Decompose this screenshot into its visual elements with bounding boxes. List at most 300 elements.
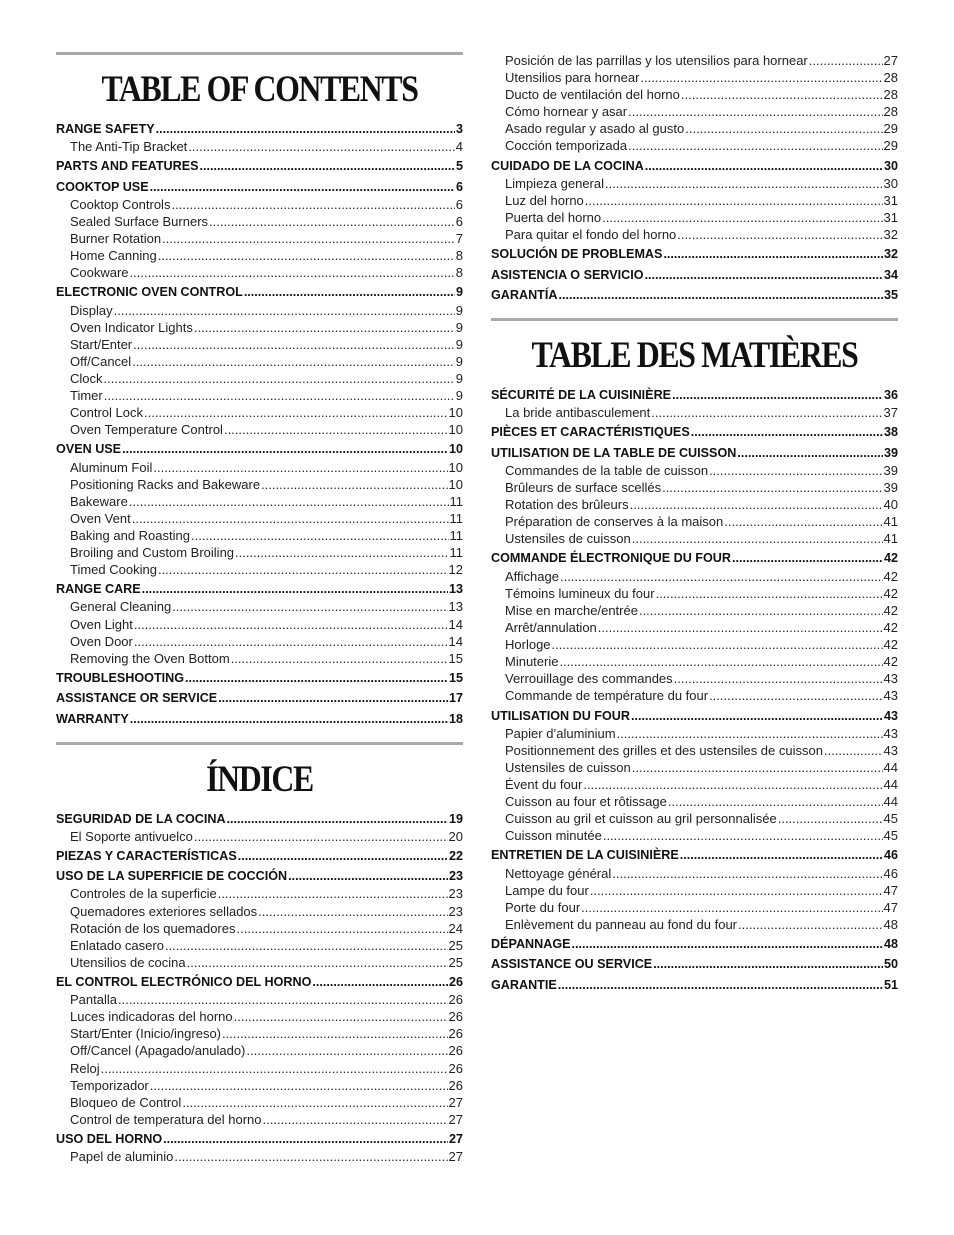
toc-subentry (56, 527, 463, 544)
entry-title: Limpieza general (505, 175, 605, 191)
right-column (491, 52, 898, 994)
entry-title: Papier d’aluminium (505, 725, 616, 741)
dot-leader (738, 916, 883, 933)
entry-title: Quemadores exteriores sellados (70, 903, 258, 919)
dot-leader (631, 708, 883, 725)
dot-leader (628, 103, 882, 120)
dot-leader (612, 865, 882, 882)
entry-title: Oven Temperature Control (70, 422, 223, 438)
page-number: 9 (455, 285, 463, 300)
toc-subentry (56, 828, 463, 845)
toc-subentry (491, 404, 898, 421)
entry-title: TROUBLESHOOTING (56, 671, 185, 686)
entry-title: Cómo hornear y asar (505, 104, 628, 120)
page-number: 3 (455, 122, 463, 136)
entry-title: Évent du four (505, 776, 583, 792)
entry-title: Oven Vent (70, 510, 131, 526)
entry-title: Rotación de los quemadores (70, 920, 236, 936)
dot-leader (685, 120, 882, 137)
dot-leader (114, 302, 455, 319)
page-number: 15 (448, 650, 463, 666)
entry-title: COMMANDE ÉLECTRONIQUE DU FOUR (491, 551, 731, 566)
page-number: 19 (448, 811, 463, 826)
dot-leader (144, 404, 448, 421)
dot-leader (122, 441, 448, 458)
dot-leader (171, 196, 454, 213)
entry-title: Affichage (505, 568, 559, 584)
dot-leader (194, 828, 448, 845)
entry-title: Luz del horno (505, 192, 584, 208)
heading-table-des-matieres: TABLE DES MATIÈRES (531, 335, 858, 377)
toc-section-entry (491, 956, 898, 973)
dot-leader (709, 687, 882, 704)
toc-section-entry (56, 670, 463, 687)
dot-leader (809, 52, 883, 69)
dot-leader (662, 479, 882, 496)
entry-title: Cookware (70, 265, 129, 281)
page-number: 31 (883, 210, 898, 226)
toc-section-entry (491, 977, 898, 994)
entry-title: Timer (70, 387, 103, 403)
dot-leader (165, 937, 448, 954)
toc-subentry (56, 421, 463, 438)
page-number: 20 (448, 828, 463, 844)
entry-title: PIÈCES ET CARACTÉRISTIQUES (491, 425, 690, 440)
entry-title: Ustensiles de cuisson (505, 531, 631, 547)
page-number: 42 (883, 551, 898, 566)
section-rule (56, 52, 463, 55)
page-number: 46 (883, 848, 898, 863)
page-number: 41 (883, 514, 898, 530)
dot-leader (602, 209, 882, 226)
toc-subentry (56, 1008, 463, 1025)
dot-leader (656, 585, 883, 602)
dot-leader (194, 319, 455, 336)
dot-leader (663, 246, 883, 263)
page-number: 29 (883, 138, 898, 154)
dot-leader (182, 1094, 447, 1111)
dot-leader (134, 633, 448, 650)
dot-leader (724, 513, 882, 530)
dot-leader (732, 550, 883, 567)
dot-leader (224, 421, 448, 438)
toc-subentry (491, 865, 898, 882)
toc-subentry (491, 479, 898, 496)
toc-subentry (56, 336, 463, 353)
toc-subentry (56, 264, 463, 281)
page-number: 13 (448, 582, 463, 597)
dot-leader (645, 267, 883, 284)
dot-leader (680, 847, 883, 864)
left-column (56, 52, 463, 1165)
toc-section-entry (491, 445, 898, 462)
page-number: 34 (883, 267, 898, 282)
page-number: 42 (883, 636, 898, 652)
toc-subentry (491, 513, 898, 530)
dot-leader (672, 387, 883, 404)
toc-subentry (56, 954, 463, 971)
entry-title: Oven Indicator Lights (70, 319, 193, 335)
entry-title: Commandes de la table de cuisson (505, 462, 709, 478)
toc-subentry (491, 916, 898, 933)
dot-leader (263, 1111, 448, 1128)
dot-leader (677, 226, 882, 243)
dot-leader (234, 1008, 448, 1025)
page-number: 43 (883, 708, 898, 723)
toc-subentry (56, 387, 463, 404)
dot-leader (134, 616, 448, 633)
toc-section-entry (56, 690, 463, 707)
dot-leader (129, 493, 449, 510)
toc-subentry (56, 885, 463, 902)
entry-title: Positionnement des grilles et des ustensiles de cuisson (505, 742, 823, 758)
page-number: 15 (448, 671, 463, 686)
dot-leader (130, 264, 455, 281)
page-number: 14 (448, 633, 463, 649)
toc-subentry (491, 192, 898, 209)
entry-title: USO DE LA SUPERFICIE DE COCCIÓN (56, 869, 288, 884)
dot-leader (560, 568, 883, 585)
dot-leader (632, 759, 883, 776)
toc-section-entry (491, 387, 898, 404)
dot-leader (132, 353, 455, 370)
toc-section-entry (491, 158, 898, 175)
toc-section-entry (56, 848, 463, 865)
entry-title: Ducto de ventilación del horno (505, 87, 680, 103)
dot-leader (583, 776, 882, 793)
entry-title: Home Canning (70, 248, 157, 264)
toc-subentry (491, 776, 898, 793)
dot-leader (558, 287, 883, 304)
toc-subentry (491, 810, 898, 827)
entry-title: Luces indicadoras del horno (70, 1009, 233, 1025)
entry-title: Reloj (70, 1060, 100, 1076)
toc-subentry (56, 561, 463, 578)
entry-title: Clock (70, 370, 103, 386)
page-number: 14 (448, 616, 463, 632)
page-number: 4 (455, 139, 463, 155)
toc-section-entry (491, 936, 898, 953)
entry-title: Verrouillage des commandes (505, 671, 673, 687)
entry-title: Lampe du four (505, 882, 589, 898)
toc-subentry (56, 1025, 463, 1042)
entry-title: Rotation des brûleurs (505, 497, 629, 512)
entry-title: OVEN USE (56, 442, 122, 457)
dot-leader (691, 424, 883, 441)
dot-leader (133, 336, 455, 353)
page-number: 28 (883, 87, 898, 103)
toc-section-entry (56, 581, 463, 598)
dot-leader (668, 793, 883, 810)
dot-leader (261, 476, 447, 493)
entry-title: Nettoyage général (505, 865, 612, 881)
toc-subentry (56, 598, 463, 615)
dot-leader (617, 725, 883, 742)
toc-subentry (491, 670, 898, 687)
entry-title: Pantalla (70, 992, 117, 1008)
page-number: 9 (455, 353, 463, 369)
toc-section-entry (56, 179, 463, 196)
page-number: 43 (883, 725, 898, 741)
page-number: 23 (448, 869, 463, 884)
page-number: 45 (883, 811, 898, 827)
entry-title: La bride antibasculement (505, 405, 651, 421)
dot-leader (246, 1042, 447, 1059)
entry-title: Ustensiles de cuisson (505, 759, 631, 775)
toc-subentry (491, 882, 898, 899)
entry-title: Enlèvement du panneau au fond du four (505, 916, 738, 932)
toc-spanish-continued (491, 52, 898, 304)
toc-spanish (56, 811, 463, 1166)
page-number: 43 (883, 688, 898, 704)
page-number: 40 (883, 497, 898, 512)
toc-subentry (491, 462, 898, 479)
dot-leader (142, 581, 448, 598)
entry-title: WARRANTY (56, 711, 129, 726)
toc-section-entry (491, 246, 898, 263)
page-number: 9 (455, 387, 463, 403)
entry-title: Baking and Roasting (70, 527, 190, 543)
entry-title: Minuterie (505, 654, 559, 670)
dot-leader (639, 602, 883, 619)
toc-subentry (491, 226, 898, 243)
dot-leader (603, 827, 883, 844)
dot-leader (231, 650, 448, 667)
dot-leader (188, 138, 454, 155)
page-number: 28 (883, 104, 898, 120)
entry-title: Bloqueo de Control (70, 1094, 182, 1110)
entry-title: GARANTÍA (491, 287, 558, 302)
toc-section-entry (491, 550, 898, 567)
entry-title: Posición de las parrillas y los utensilios para hornear (505, 53, 808, 68)
toc-subentry (56, 633, 463, 650)
toc-subentry (56, 459, 463, 476)
dot-leader (632, 530, 883, 547)
entry-title: Enlatado casero (70, 937, 164, 953)
page-number: 43 (883, 742, 898, 758)
toc-subentry (56, 1148, 463, 1165)
toc-subentry (491, 636, 898, 653)
page-number: 42 (883, 568, 898, 584)
dot-leader (150, 179, 455, 196)
dot-leader (737, 445, 883, 462)
entry-title: ASISTENCIA O SERVICIO (491, 267, 644, 282)
page-number: 10 (448, 476, 463, 492)
toc-subentry (56, 230, 463, 247)
dot-leader (640, 69, 882, 86)
dot-leader (778, 810, 883, 827)
dot-leader (559, 653, 882, 670)
page-number: 8 (455, 248, 463, 264)
toc-subentry (56, 991, 463, 1008)
entry-title: Aluminum Foil (70, 459, 153, 475)
entry-title: PIEZAS Y CARACTERÍSTICAS (56, 849, 237, 864)
page-number: 35 (883, 287, 898, 302)
dot-leader (163, 1131, 448, 1148)
page-number: 44 (883, 759, 898, 775)
toc-subentry (491, 69, 898, 86)
toc-subentry (56, 370, 463, 387)
entry-title: UTILISATION DU FOUR (491, 708, 630, 723)
page-number: 42 (883, 585, 898, 601)
toc-section-entry (491, 847, 898, 864)
toc-section-entry (56, 441, 463, 458)
page-number: 9 (455, 370, 463, 386)
entry-title: Témoins lumineux du four (505, 585, 655, 601)
page-number: 10 (448, 442, 463, 457)
page-number: 29 (883, 121, 898, 137)
dot-leader (218, 885, 448, 902)
entry-title: Oven Light (70, 616, 133, 632)
entry-title: RANGE CARE (56, 582, 141, 597)
page-number: 51 (883, 977, 898, 992)
toc-subentry (56, 544, 463, 561)
page-number: 12 (448, 562, 463, 578)
toc-subentry (56, 196, 463, 213)
dot-leader (558, 977, 883, 994)
entry-title: SOLUCIÓN DE PROBLEMAS (491, 247, 663, 262)
page-number: 25 (448, 937, 463, 953)
toc-subentry (56, 920, 463, 937)
page-number: 39 (883, 479, 898, 495)
page-number: 36 (883, 388, 898, 403)
page-number: 48 (883, 916, 898, 932)
toc-subentry (491, 687, 898, 704)
page-number: 28 (883, 70, 898, 86)
entry-title: Off/Cancel (70, 353, 132, 369)
toc-subentry (491, 530, 898, 547)
toc-section-entry (56, 1131, 463, 1148)
toc-section-entry (491, 267, 898, 284)
page-number: 26 (448, 1026, 463, 1042)
entry-title: Broiling and Custom Broiling (70, 545, 235, 560)
dot-leader (209, 213, 455, 230)
toc-subentry (56, 1060, 463, 1077)
entry-title: SÉCURITÉ DE LA CUISINIÈRE (491, 388, 672, 403)
page-number: 18 (448, 711, 463, 726)
page-number: 26 (448, 1077, 463, 1093)
page-number: 43 (883, 671, 898, 687)
dot-leader (312, 974, 448, 991)
toc-subentry (491, 619, 898, 636)
dot-leader (172, 598, 447, 615)
toc-subentry (491, 120, 898, 137)
toc-subentry (56, 353, 463, 370)
page-number: 26 (448, 1060, 463, 1076)
page-number: 6 (455, 179, 463, 194)
entry-title: Temporizador (70, 1077, 149, 1093)
page-number: 37 (883, 405, 898, 421)
toc-subentry (56, 1077, 463, 1094)
dot-leader (258, 903, 447, 920)
page-number: 23 (448, 903, 463, 919)
entry-title: Arrêt/annulation (505, 619, 597, 635)
entry-title: Control de temperatura del horno (70, 1111, 262, 1127)
dot-leader (104, 387, 455, 404)
entry-title: Oven Door (70, 633, 133, 649)
page-number: 11 (449, 545, 463, 560)
entry-title: Controles de la superficie (70, 886, 217, 902)
toc-subentry (56, 616, 463, 633)
dot-leader (681, 86, 883, 103)
toc-section-entry (56, 974, 463, 991)
section-rule (56, 742, 463, 745)
page-number: 42 (883, 654, 898, 670)
dot-leader (150, 1077, 448, 1094)
page-number: 44 (883, 793, 898, 809)
page-number: 24 (448, 920, 463, 936)
page-number: 27 (448, 1094, 463, 1110)
entry-title: CUIDADO DE LA COCINA (491, 158, 644, 173)
toc-subentry (491, 585, 898, 602)
entry-title: Para quitar el fondo del horno (505, 227, 677, 243)
page-number: 50 (883, 957, 898, 972)
dot-leader (191, 527, 449, 544)
toc-subentry (56, 903, 463, 920)
page-number: 44 (883, 776, 898, 792)
entry-title: Mise en marche/entrée (505, 602, 638, 618)
entry-title: Commande de température du four (505, 688, 709, 704)
page-number: 26 (448, 1043, 463, 1059)
entry-title: UTILISATION DE LA TABLE DE CUISSON (491, 445, 737, 460)
heading-table-of-contents: TABLE OF CONTENTS (101, 69, 418, 110)
dot-leader (628, 137, 882, 154)
toc-subentry (491, 653, 898, 670)
toc-subentry (56, 302, 463, 319)
entry-title: Utensilios para hornear (505, 70, 640, 86)
page-number: 9 (455, 336, 463, 352)
entry-title: Préparation de conserves à la maison (505, 514, 724, 530)
page-number: 6 (455, 213, 463, 229)
page-number: 27 (448, 1111, 463, 1127)
page-number: 39 (883, 462, 898, 478)
toc-subentry (491, 496, 898, 513)
page-number: 27 (883, 53, 898, 68)
dot-leader (238, 848, 448, 865)
entry-title: SEGURIDAD DE LA COCINA (56, 811, 226, 826)
toc-subentry (491, 568, 898, 585)
toc-subentry (56, 510, 463, 527)
page-number: 9 (455, 319, 463, 335)
toc-french (491, 387, 898, 994)
entry-title: Cuisson minutée (505, 828, 602, 844)
dot-leader (132, 510, 449, 527)
dot-leader (572, 936, 883, 953)
entry-title: Bakeware (70, 493, 128, 509)
entry-title: Removing the Oven Bottom (70, 650, 230, 666)
entry-title: ASSISTANCE OU SERVICE (491, 957, 653, 972)
page-number: 13 (448, 599, 463, 615)
entry-title: Cuisson au four et rôtissage (505, 793, 667, 809)
toc-section-entry (491, 424, 898, 441)
toc-subentry (56, 138, 463, 155)
page-number: 42 (883, 602, 898, 618)
page-number: 17 (448, 691, 463, 706)
toc-subentry (56, 1042, 463, 1059)
toc-subentry (56, 476, 463, 493)
page-number: 45 (883, 828, 898, 844)
entry-title: Sealed Surface Burners (70, 213, 209, 229)
toc-subentry (491, 103, 898, 120)
entry-title: Positioning Racks and Bakeware (70, 476, 261, 492)
entry-title: COOKTOP USE (56, 179, 149, 194)
dot-leader (651, 404, 882, 421)
page-number: 8 (455, 265, 463, 281)
page-number: 11 (449, 493, 463, 509)
toc-english (56, 121, 463, 728)
entry-title: Papel de aluminio (70, 1149, 174, 1165)
toc-section-entry (491, 708, 898, 725)
